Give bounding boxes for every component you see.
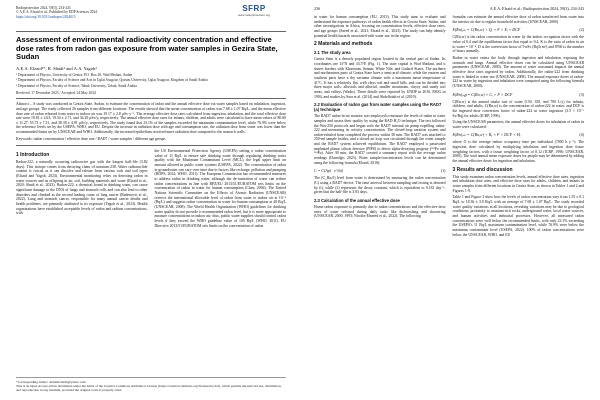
journal-citation: Radioprotection 2024, 59(3), 234-243 bbox=[16, 6, 71, 10]
equation-number: (2) bbox=[579, 27, 584, 33]
paragraph: C(Rn,w) is the annual intake rate of water (150, 350, and 700 L/y) for infants, children, and adults. C(Rn,w) is the concentration of radon-222 in water, and DCF is the ingested dose conversion factor of radon-222 in water ingestion (3.5 × 10⁻⁹ Sv/Bq) for adults (ICRP, 1996). bbox=[452, 99, 584, 118]
equation-number: (1) bbox=[440, 168, 446, 174]
paragraph: Home radon exposure is primarily due to radon concentrations and the effective dose rates of water released during daily tasks like dishwashing and showering (UNSCEAR, 2000, 1993; Nicolin-Elmeed et al., 2022). The following bbox=[314, 205, 446, 219]
body-column-right bbox=[453, 15, 585, 239]
page-number: 236 bbox=[314, 6, 320, 11]
keywords: Keywords: radon concentration / effective dose rate / RAD7 / water samples / different age groups bbox=[16, 136, 166, 141]
paragraph: Table 1 and Figure 3 show how the levels of radon concentration vary from 1.55 ± 0.1 Bq/L to 18.36 ± 3.0 Bq/L with an average of 7.68 ± 1.07 Bq/L. The study recorded water quality variations in all locations, revealing variations may be due to geological conditions, proximity to uranium-rich rocks, underground water, local water sources, and human activities and industrial processes. However, all measured radon concentrations were well below the recommended limits, with only 23.1% exceeding the USEPA's 11 Bq/L maximum contamination level, while 76.9% were below the maximum contaminant level (USEPA, 2022). 100% of radon concentrations were below the UNSCEAR, WHO, and EU bbox=[452, 195, 584, 237]
running-head bbox=[314, 6, 584, 11]
section-heading-introduction: 1 Introduction bbox=[16, 152, 50, 159]
paragraph: Using the UNSCEAR parameters, the annual effective doses for inhalation of radon in water were calculated: bbox=[452, 120, 584, 129]
equation-3 bbox=[453, 92, 585, 97]
body-rule bbox=[16, 145, 286, 146]
affiliation: ² Department of Physics, Faculty of Science and Arts in Uglat Asugour, Qassim University, Uglat Asugour, Kingdom of Saudi Arabia bbox=[16, 78, 208, 83]
paragraph: Radon-222, a naturally occurring radioactive gas with the longest half-life (3.82 days). This isotope comes from decaying chain of uranium-238. Water radionuclide content is crucial as it can dissolve and release from various rock and soil types (Elzaid and Yagob, 2023). Environmental monitoring relies on detecting radon in water sources and its offspring in air, soil, building materials and water (Elzaid et al., 2020; Shadi et al., 2023). Radon-222, a chemical found in drinking water, can cause significant damage to the DNA of lungs and stomach cells and can also lead to other disorders and climbed as the second leading cause of lung cancer (Radenovic et al., 2022). Lung and stomach cancer, responsible for many annual cancer deaths and health problems, are primarily attributed to its exposure (Yagob et al., 2023). Health organizations have established acceptable levels of radon and radium concentrations, with bbox=[16, 160, 148, 216]
paragraph: the US Environmental Protection Agency (USEPA) setting a radon concentration value of 11 Bq/L to ensure safe drinking water through regulating drinking water quality with the Maximum Contaminant Level (MCL), the legal upper limit on amount allowed in public water systems (USEPA, 2022). The concentration of radon in groundwater can vary over time due to factors like recharge, pollution and pumping (HOPS, 2022; WHO, 2011). The European Commission has recommended measures to address radon in drinking water, although the de-ionization of water can reduce radon concentrations in line with RPZ/EU 2013/51/EURATOM sets limits on the concentration of radon in water for human consumption (Chen, 2004). The United Nations Scientific Committee on the Effects of Atomic Radiation (UNSCEAR) reviews the international allowable level of radon from water to indoor air at 10⁻⁴ (Bq/L) and suggests radon concentration in water for human consumption at 40 Bq/L (UNSCEAR, 2008). The World Health Organization (WHO) guidelines for drinking water quality do not provide a recommended radon level, but it is more appropriate to measure concentrations in indoor air; thus, public water supplies should control radon levels if they exceed the WHO guideline value of 100 Bq/L (WHO, 2011). EU Directive 2013/51/EURATOM sets limits on the concentration of radon bbox=[154, 149, 286, 228]
journal-header bbox=[16, 4, 286, 30]
paragraph: The (C_Rn,0) level from water is determined by measuring the radon concentration (C) using a RAD7 device. The time interval between sampling and testing is denoted by (t), while (λ) represents the decay constant, which is equivalent to 0.181 day⁻¹, given that the half-life is 3.83 days. bbox=[314, 176, 446, 195]
body-columns bbox=[314, 15, 584, 239]
paragraph: where O is the average indoor occupancy time per individual (7000 h y⁻¹). The ingestion dose calculated by multiplying inhalation and ingestion dose tissue weighting factors, with a tissue weighting factor of 0.12 (ICRP, 1996; UNSCEAR, 2000). The total annual mean exposure doses for people may be determined by adding the annual effective doses for ingestion and inhalation. bbox=[452, 140, 584, 164]
equation-4 bbox=[453, 132, 585, 137]
equation-body: E(Rn)ᵢₙₕ = C(Rn,w) × Rₓ × F × DCF × Hᵣ bbox=[452, 132, 521, 138]
logo-url: www.radioprotection.org bbox=[237, 13, 271, 17]
equation-1 bbox=[314, 168, 446, 173]
equation-number: (4) bbox=[579, 132, 584, 138]
paper-title: Assessment of environmental radioactivity concentration and effective dose rates from radon gas exposure from water samples in Gezira State, Sudan bbox=[16, 35, 278, 62]
header-rule bbox=[16, 31, 286, 32]
paragraph: C(Rn,w) is the radon concentration in water by the indoor occupation factor with the value of 0.4 and the equilibrium factor that equal to 0.4, K is the ratio of radon in air to water = 10⁻⁴, D is the conversion factor of 9 nSv (Bq/h m³) and 8760 is the number of hours annually. bbox=[452, 35, 584, 54]
section-heading-results: 3 Results and discussion bbox=[452, 166, 513, 173]
author-list: A.E.A. Elzaid¹*, R. Shadi² and A.A. Yagob³ bbox=[16, 65, 97, 71]
received-dates: Received: 17 December 2023 / Accepted: 24 May 2024 bbox=[16, 91, 96, 96]
abstract: Abstract – A study was conducted in Gezira State, Sudan, to estimate the concentration of radon and the annual effective dose via water samples based on inhalation, ingestion, and age groups. The study collected 26 samples from different locations. The results showed that the mean concentration of radon was 7.68 ± 1.07 Bq/L, and the mean effective dose rate of radon released from water to indoor air was 19.17 ± 2.8 µSv·y⁻¹. The average effective dose rates calculated from ingestion, inhalation, and the total effective dose rate were 19.81 ± 2.63, 19.34 ± 2.71, and 34.29 µSv/y, respectively. The annual effective dose rates for infants, children, and adults were calculated to have mean values of 80.60 ± 11.27, 53.73 ± 7.51, and 38.38 ± 4.91 µSv/y, respectively. The study found that 23.1% of the samples exceeded the maximum contamination level, while 76.9% were below the reference levels set by the USEPA, WHO, and EU. Despite the increase in radiation dose with age and consumption rate, the radiation dose from water was lower than the recommended limits set by UNSCEAR and WHO. Additionally, the increased epithelium received more radiation dose compared to the stomach walls. bbox=[16, 102, 286, 134]
affiliation: ¹ Department of Physics, University of Gezira, P.O. Box 20, Wad Medani, Sudan bbox=[16, 73, 133, 78]
body-column-left bbox=[314, 15, 446, 239]
subsection-heading: 2.1 The study area bbox=[314, 50, 351, 56]
paragraph: formulas can estimate the annual effective dose of radon transferred from water into the interior air due to regular household activities (UNSCEAR, 2000) bbox=[452, 15, 584, 24]
abstract-rule bbox=[16, 98, 286, 99]
paragraph: Gezira State is a densely populated region located in the central part of Sudan. Its coordinates are 13°N and 33.5°E (Fig. 1). The state capital is Wad Madani, and it shares borders with Khartoum, Sennar, White Nile, and Gadarif States. The northern and northeastern parts of Gezira State have a semi-arid climate, while the eastern and southern parts have a dry savanna climate with a maximum mean temperature of 41°C. It has a relatively flat, with clays soil and small hills, and can be divided into three major soils: alluvials and alluvial, smaller mountains, clayey and sandy soil areas, and valleys (Wadis). These details were reported by UNDP in 2010, MOG in 1994, and studies by Sara et al. (2014) and Abdelfatah et al. (2019). bbox=[314, 57, 446, 99]
subsection-heading: 2.3 Calculation of the annual effective dose bbox=[314, 198, 400, 204]
copyright-line: © A.E.A. Elzaid et al., Published by EDP Sciences 2024 bbox=[16, 10, 98, 15]
affiliation: ³ Department of Physics, Faculty of Science, Tabuk University, Tabuk, Saudi Arabia bbox=[16, 83, 137, 88]
section-heading-methods: 2 Materials and methods bbox=[314, 41, 373, 48]
footnote bbox=[16, 377, 286, 392]
paragraph: Radon in water enters the body through ingestion and inhalation, exposing the stomach and lungs. Annual effective doses can be calculated using UNSCEAR parameters (UNSCEAR, 2000). The amount of water consumed impacts the annual effective dose rates ingested by radon. Additionally, the radon-222 from drinking water is linked to water use (UNSCEAR, 2008). The annual exposure doses of radon-222 in water by ingestion and inhalation were computed using the following formula (UNSCEAR, 2000): bbox=[452, 55, 584, 88]
corresponding-author: *Corresponding author: abdalmoniem@yahoo.com bbox=[16, 379, 86, 384]
subsection-heading: 2.2 Evaluation of radon gas from water samples using the RAD7 (a) technique bbox=[314, 102, 442, 113]
equation-2 bbox=[453, 27, 585, 32]
running-title: A.E.A. Elzaid et al.: Radioprotection 2024, 59(3), 234-243 bbox=[489, 6, 584, 11]
paragraph: This study examines radon concentration levels, annual effective dose rates, ingestion and inhalation dose rates, and effective dose rates for adults, children, and infants in water samples from different locations in Gezira State, as shown in Tables 1 and 2 and Figures 1-9. bbox=[452, 174, 584, 193]
equation-body: C = C(Ap) · e^(λt) bbox=[314, 168, 344, 174]
body-column-left bbox=[16, 149, 148, 230]
body-columns bbox=[16, 149, 286, 230]
right-page bbox=[300, 0, 600, 400]
open-access-notice: This is an Open Access article distributed under the terms of the Creative Commons Attribution License (https://creativecommons.org/licenses/by/4.0), which permits unrestricted use, distribution, and reproduction in any medium, provided the original work is properly cited. bbox=[16, 383, 282, 392]
equation-body: E(Rn)ᵢₙ𝑔 = C(Rn,w) × Cᵢ × F × DCF bbox=[452, 91, 513, 97]
journal-meta bbox=[16, 6, 166, 19]
paragraph: The RAD7 radon-in-air monitor was employed to measure the levels of radon in water samples and assess their quality by using the RAD H₂O technique. The test followed the Wat-250 protocols and began with the RAD7 internal air pump expelling radon-222 and measuring its activity concentration. The closed-loop aeration system and radon-exhaled from completed the process within 30 min. The RAD7 was attached to 250-ml sample bottles, and a closed air loop was circulated through the water sample and the RAD7 system achieved equilibrium. The RAD7 employed a passivated implanted planar silicon detector (PIPS) to detect alpha-decaying progeny (²¹⁸Po and ²¹⁴Po). After 30 min, the RAD7 created a summary report with the average radon readings (Durridge, 2023). Water sample/concentration levels can be determined using the following formula (Elzaid, 2018): bbox=[314, 114, 446, 165]
journal-logo bbox=[224, 4, 284, 26]
doi-link[interactable]: https://doi.org/10.1051/radiopro/2024015 bbox=[16, 14, 76, 19]
logo-mark: SFRP bbox=[242, 4, 266, 13]
paragraph: in water for human consumption (EU, 2013). This study aims to evaluate and understand the exposure pathways of radon health effects in Gezira State, Sudan, and other investigations in Africa, focusing on concentration levels, effective dose rates, and age groups (Saeed et al., 2021; Elzaid et al., 2023). The study can help identify potential health hazards associated with water use in the region. bbox=[314, 15, 446, 38]
body-column-right bbox=[155, 149, 287, 230]
equation-number: (3) bbox=[579, 91, 584, 97]
equation-body: E(Rn)ᵢₙₕ = C(Rn,w) × Qᵣ × F × Eⱼ × DCF bbox=[452, 27, 521, 33]
